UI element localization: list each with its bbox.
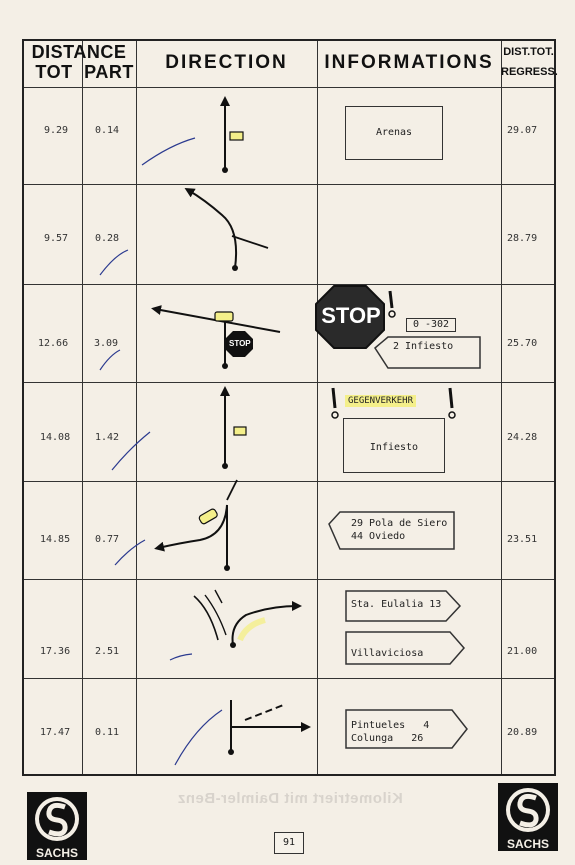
mirrored-bleed-text: Kilometriert mit Daimler-Benz (177, 790, 403, 807)
row-5-tot: 14.85 (40, 534, 71, 545)
row-7-tot: 17.47 (40, 727, 71, 738)
sachs-logo-icon (27, 792, 87, 860)
row-2-regress: 28.79 (507, 233, 538, 244)
row-5-part: 0.77 (95, 534, 120, 545)
sign-colunga: Colunga 26 (351, 733, 424, 744)
header-tot: TOT (35, 62, 73, 82)
row-3-part: 3.09 (94, 338, 119, 349)
sachs-logo-right (498, 783, 558, 851)
header-regress: REGRESS. (501, 66, 558, 78)
row-7-part: 0.11 (95, 727, 120, 738)
row-1-regress: 29.07 (507, 125, 538, 136)
sachs-logo-icon (498, 783, 558, 851)
page-number: 91 (274, 832, 304, 854)
header-dist-tot: DIST.TOT. (503, 46, 554, 58)
diagram-stop-label: STOP (229, 339, 251, 348)
row-4-regress: 24.28 (507, 432, 538, 443)
row-7-regress: 20.89 (507, 727, 538, 738)
row-6-part: 2.51 (95, 646, 120, 657)
row-2-tot: 9.57 (44, 233, 69, 244)
sign-sta-eulalia: Sta. Eulalia 13 (351, 599, 442, 610)
row-6-tot: 17.36 (40, 646, 71, 657)
gegenverkehr-label: GEGENVERKEHR (345, 395, 416, 407)
stop-sign-text: STOP (321, 303, 381, 328)
row-3-regress: 25.70 (507, 338, 538, 349)
info-sign-infiesto-text: Infiesto (369, 442, 419, 453)
row-4-tot: 14.08 (40, 432, 71, 443)
road-number-text: 0 -302 (412, 319, 450, 330)
header-direction: DIRECTION (165, 52, 288, 73)
warning-exclamation-icon (389, 291, 395, 317)
svg-text:SACHS: SACHS (506, 837, 550, 851)
sign-infiesto-text: 2 Infiesto (393, 341, 454, 352)
row-5-regress: 23.51 (507, 534, 538, 545)
sachs-logo-left (27, 792, 87, 860)
row-4-part: 1.42 (95, 432, 120, 443)
row-1-tot: 9.29 (44, 125, 69, 136)
row-6-regress: 21.00 (507, 646, 538, 657)
info-sign-arenas-text: Arenas (375, 127, 413, 138)
header-part: PART (84, 62, 134, 82)
sign-pola-de-siero: 29 Pola de Siero (351, 518, 448, 529)
header-distance: DISTANCE (31, 42, 127, 62)
svg-text:SACHS: SACHS (35, 846, 79, 860)
sign-oviedo: 44 Oviedo (351, 531, 406, 542)
row-1-part: 0.14 (95, 125, 120, 136)
sign-pintueles: Pintueles 4 (351, 720, 430, 731)
row-3-tot: 12.66 (38, 338, 69, 349)
header-informations: INFORMATIONS (324, 52, 494, 73)
sign-villaviciosa: Villaviciosa (351, 648, 424, 659)
row-2-part: 0.28 (95, 233, 120, 244)
